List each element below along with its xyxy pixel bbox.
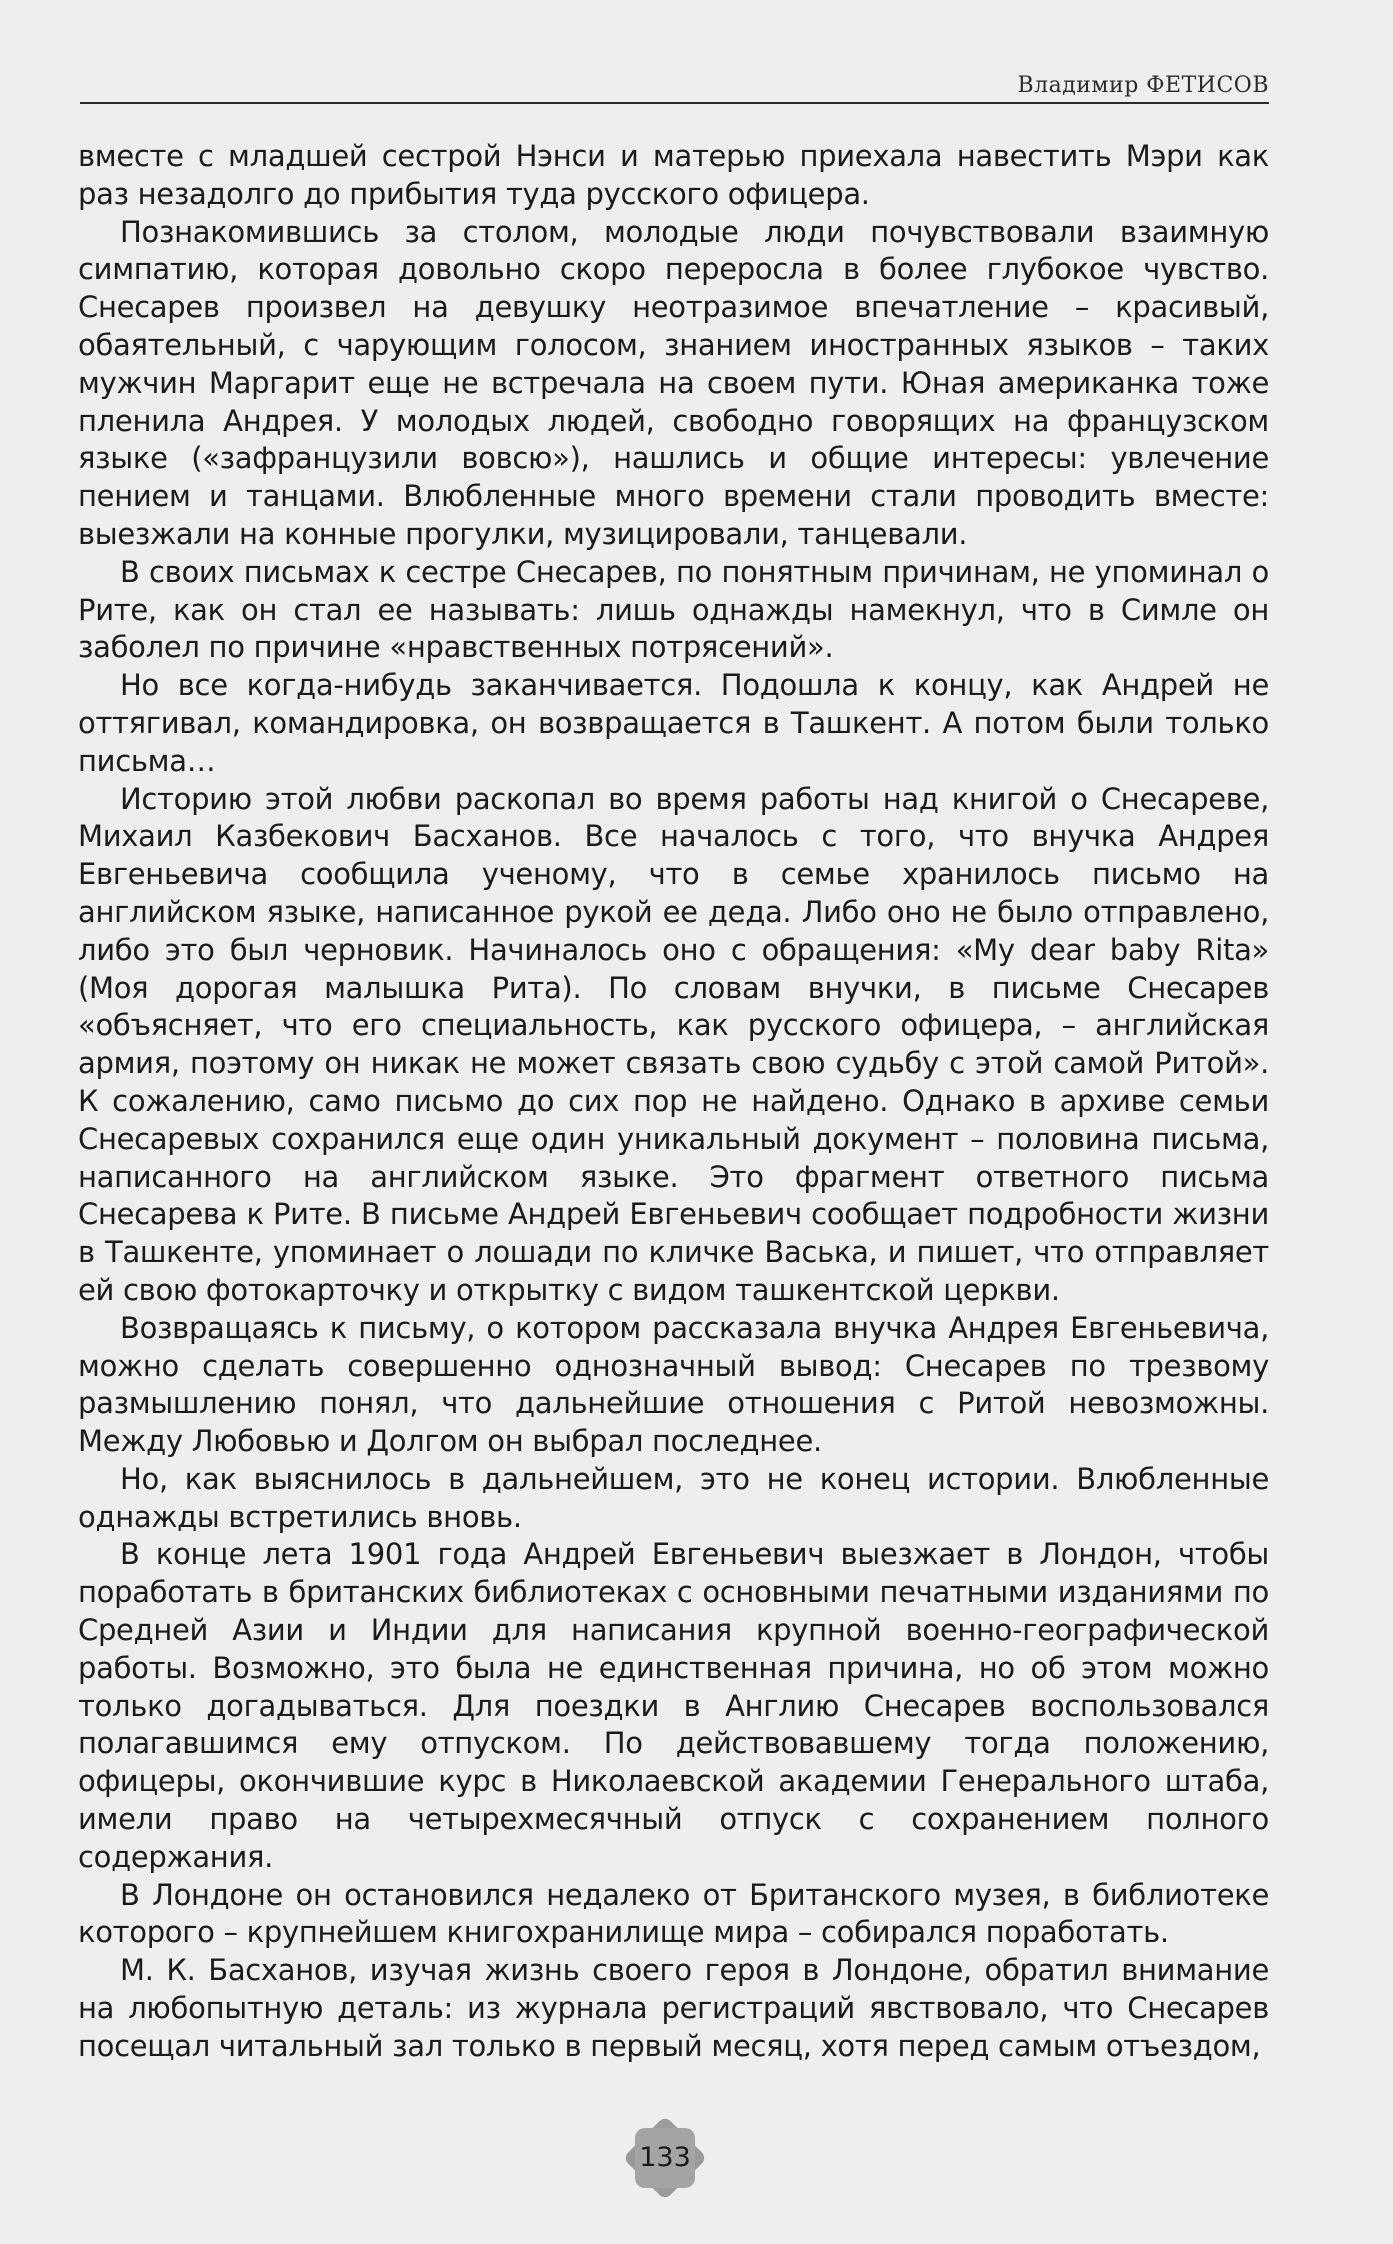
paragraph: Познакомившись за столом, молодые люди почувствовали взаимную симпатию, которая довольно скоро переросла в более глубокое чувство. Снесарев произвел на девушку неотразимое впечатление – красивый, обаятельный, с чарующим голосом, знанием иностранных языков – таких мужчин Маргарит еще не встречала на своем пути. Юная американка тоже пленила Андрея. У молодых людей, свободно говорящих на французском языке («зафранцузили вовсю»), нашлись и общие интересы: увлечение пением и танцами. Влюбленные много времени стали проводить вместе: выезжали на конные прогулки, музицировали, танцевали.: [78, 214, 1269, 551]
paragraph: Но все когда-нибудь заканчивается. Подошла к концу, как Андрей не оттягивал, командировка, он возвращается в Ташкент. А потом были только письма…: [78, 668, 1269, 778]
page-number-badge: [627, 2120, 703, 2196]
running-header: [80, 62, 1269, 104]
paragraph: Но, как выяснилось в дальнейшем, это не конец истории. Влюбленные однажды встретились вновь.: [78, 1461, 1269, 1534]
paragraph: М. К. Басханов, изучая жизнь своего героя в Лондоне, обратил внимание на любопытную деталь: из журнала регистраций явствовало, что Снесарев посещал читальный зал только в первый месяц, хотя перед самым отъездом,: [78, 1953, 1269, 2063]
paragraph: В конце лета 1901 года Андрей Евгеньевич выезжает в Лондон, чтобы поработать в британских библиотеках с основными печатными изданиями по Средней Азии и Индии для написания крупной военно-географической работы. Возможно, это была не единственная причина, но об этом можно только догадываться. Для поездки в Англию Снесарев воспользовался полагавшимся ему отпуском. По действовавшему тогда положению, офицеры, окончившие курс в Николаевской академии Генерального штаба, имели право на четырехмесячный отпуск с сохранением полного содержания.: [78, 1537, 1269, 1874]
paragraph: вместе с младшей сестрой Нэнси и матерью приехала навестить Мэри как раз незадолго до прибытия туда русского офицера.: [78, 139, 1269, 211]
paragraph: Возвращаясь к письму, о котором рассказала внучка Андрея Евгеньевича, можно сделать совершенно однозначный вывод: Снесарев по трезвому размышлению понял, что дальнейшие отношения с Ритой невозможны. Между Любовью и Долгом он выбрал последнее.: [78, 1310, 1269, 1459]
page-number: 133: [639, 2142, 691, 2173]
paragraph: Историю этой любви раскопал во время работы над книгой о Снесареве, Михаил Казбекович Басханов. Все началось с того, что внучка Андрея Евгеньевича сообщила ученому, что в семье хранилось письмо на английском языке, написанное рукой ее деда. Либо оно не было отправлено, либо это был черновик. Начиналось оно с обращения: «My dear baby Rita» (Моя дорогая малышка Рита). По словам внучки, в письме Снесарев «объясняет, что его специальность, как русского офицера, – английская армия, поэтому он никак не может связать свою судьбу с этой самой Ритой». К сожалению, само письмо до сих пор не найдено. Однако в архиве семьи Снесаревых сохранился еще один уникальный документ – половина письма, написанного на английском языке. Это фрагмент ответного письма Снесарева к Рите. В письме Андрей Евгеньевич сообщает подробности жизни в Ташкенте, упоминает о лошади по кличке Васька, и пишет, что отправляет ей свою фотокарточку и открытку с видом ташкентской церкви.: [78, 781, 1269, 1307]
paragraph: В своих письмах к сестре Снесарев, по понятным причинам, не упоминал о Рите, как он стал ее называть: лишь однажды намекнул, что в Симле он заболел по причине «нравственных потрясений».: [78, 554, 1269, 665]
paragraph: В Лондоне он остановился недалеко от Британского музея, в библиотеке которого – крупнейшем книгохранилище мира – собирался поработать.: [78, 1877, 1269, 1950]
header-author: Владимир ФЕТИСОВ: [1017, 73, 1269, 98]
body-text: [78, 138, 1269, 2066]
